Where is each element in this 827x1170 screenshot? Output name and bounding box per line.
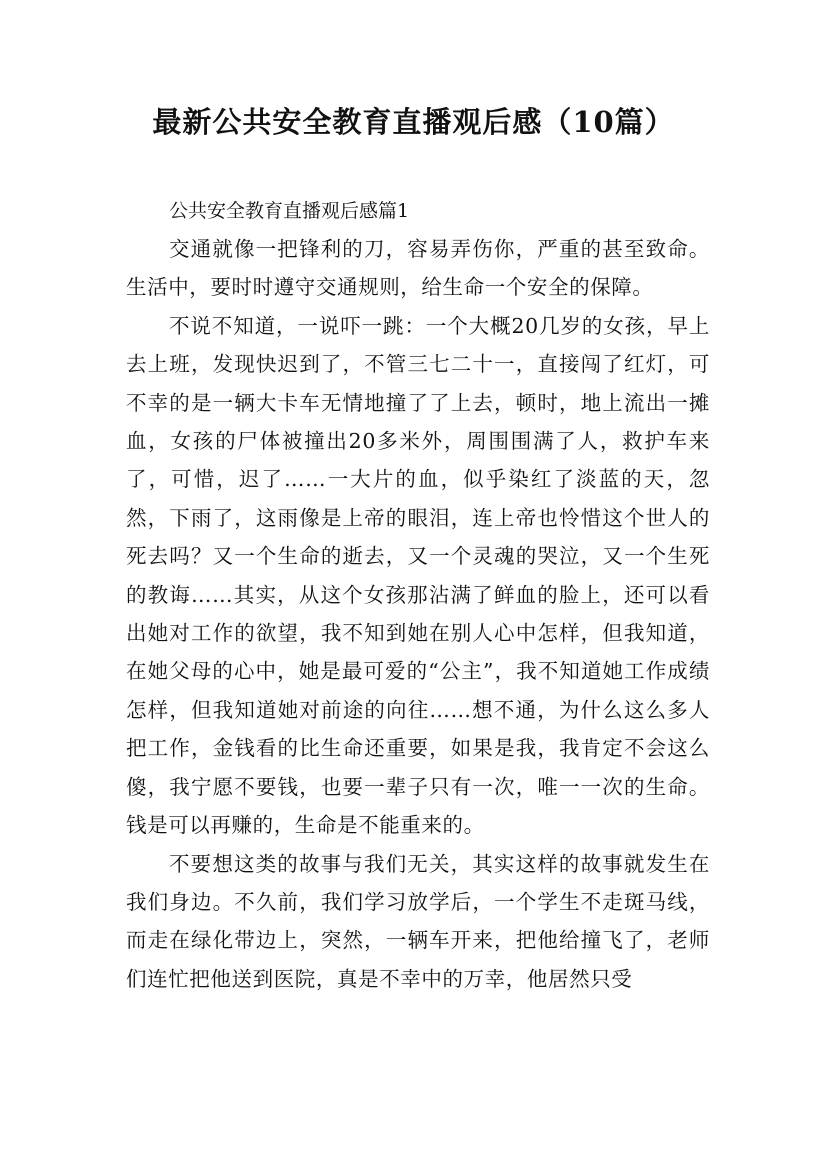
paragraph: 交通就像一把锋利的刀，容易弄伤你，严重的甚至致命。生活中，要时时遵守交通规则，给生命一个安全的保障。	[126, 237, 710, 300]
document-body	[126, 192, 710, 998]
section-heading: 公共安全教育直播观后感篇1	[169, 200, 410, 222]
paragraph: 不要想这类的故事与我们无关，其实这样的故事就发生在我们身边。不久前，我们学习放学后，一个学生不走斑马线，而走在绿化带边上，突然，一辆车开来，把他给撞飞了，老师们连忙把他送到医院，真是不幸中的万幸，他居然只受	[126, 851, 710, 991]
paragraph: 不说不知道，一说吓一跳：一个大概20几岁的女孩，早上去上班，发现快迟到了，不管三七二十一，直接闯了红灯，可不幸的是一辆大卡车无情地撞了了上去，顿时，地上流出一摊血，女孩的尸体被撞出20多米外，周围围满了人，救护车来了，可惜，迟了……一大片的血，似乎染红了淡蓝的天，忽然，下雨了，这雨像是上帝的眼泪，连上帝也怜惜这个世人的死去吗？又一个生命的逝去，又一个灵魂的哭泣，又一个生死的教诲……其实，从这个女孩那沾满了鲜血的脸上，还可以看出她对工作的欲望，我不知到她在别人心中怎样，但我知道，在她父母的心中，她是最可爱的“公主”，我不知道她工作成绩怎样，但我知道她对前途的向往……想不通，为什么这么多人把工作，金钱看的比生命还重要，如果是我，我肯定不会这么傻，我宁愿不要钱，也要一辈子只有一次，唯一一次的生命。钱是可以再赚的，生命是不能重来的。	[126, 313, 710, 838]
document-title: 最新公共安全教育直播观后感（10篇）	[152, 105, 675, 139]
